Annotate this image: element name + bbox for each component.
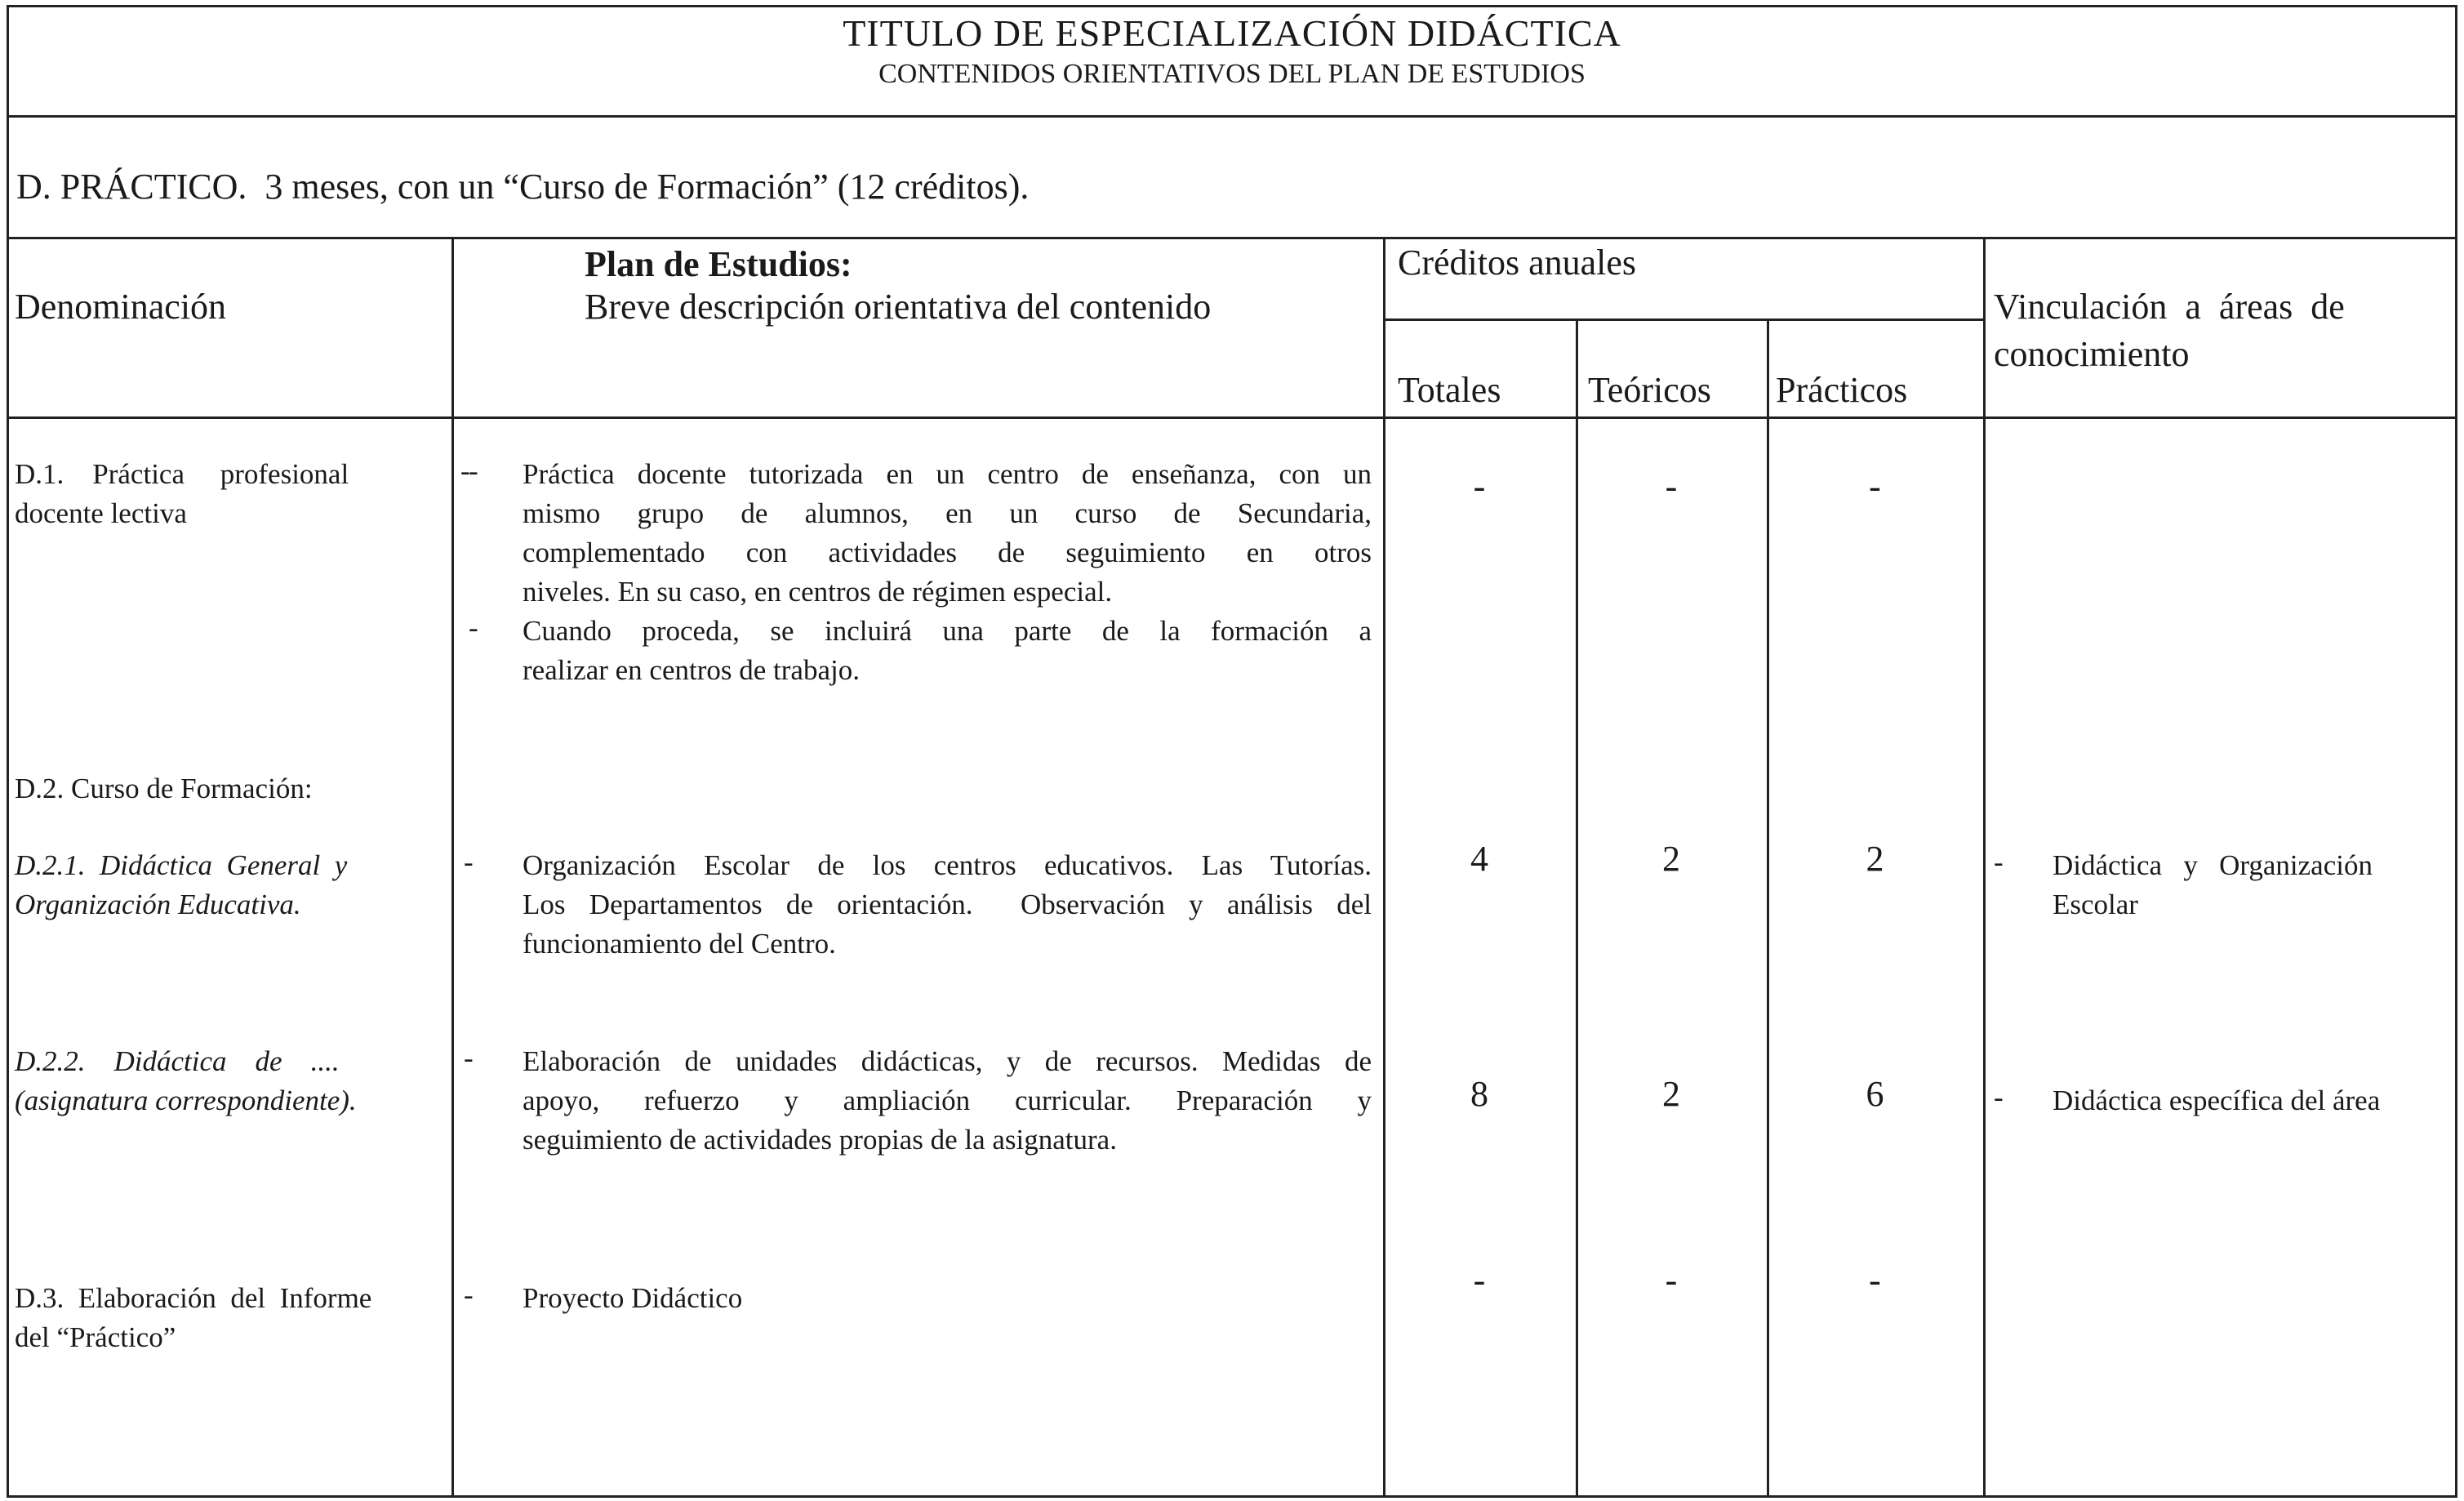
- row-d22-description: [523, 1042, 1372, 1160]
- row-d1-teoricos: -: [1665, 466, 1678, 506]
- header-vinculacion-line2: conocimiento: [1994, 334, 2190, 374]
- row-d1-denominacion-line2: docente lectiva: [15, 497, 187, 529]
- header-bottom-border: [7, 416, 2457, 419]
- row-d3-teoricos: -: [1665, 1260, 1678, 1300]
- right-border: [2455, 116, 2457, 1498]
- row-d22-dash: -: [464, 1042, 474, 1074]
- row-d3-dash: -: [464, 1279, 474, 1311]
- row-d22-description-line: apoyo, refuerzo y ampliación curricular. Preparación y: [523, 1085, 1372, 1116]
- header-denominacion: Denominación: [15, 287, 227, 327]
- row-d21-denominacion-line1: D.2.1. Didáctica General y: [15, 849, 348, 881]
- row-d21-description: [523, 846, 1372, 964]
- row-d21-description-line: Los Departamentos de orientación. Observación y análisis del: [523, 889, 1372, 920]
- row-d21-vinculacion-line1: Didáctica y Organización: [2053, 849, 2373, 881]
- row-d1-bullet1-line: mismo grupo de alumnos, en un curso de Secundaria,: [523, 497, 1372, 529]
- table-bottom-border: [7, 1495, 2457, 1498]
- row-d1-bullet1-line: niveles. En su caso, en centros de régimen especial.: [523, 576, 1113, 608]
- row-d1-denominacion-line1: D.1. Práctica profesional: [15, 458, 349, 490]
- row-d22-description-line: seguimiento de actividades propias de la asignatura.: [523, 1124, 1117, 1156]
- row-d22-denominacion-line2: (asignatura correspondiente).: [15, 1085, 357, 1116]
- row-d3-description: Proyecto Didáctico: [523, 1282, 743, 1314]
- header-teoricos: Teóricos: [1588, 370, 1711, 410]
- creditos-subheader-line: [1383, 318, 1985, 321]
- header-practicos: Prácticos: [1776, 370, 1908, 410]
- col-divider-5: [1983, 237, 1986, 1498]
- row-d22-vinculacion-dash: -: [1994, 1081, 2004, 1113]
- row-d3-totales: -: [1473, 1260, 1486, 1300]
- row-d1-bullet2: [523, 612, 1372, 690]
- row-d22-practicos: 6: [1866, 1074, 1884, 1114]
- row-d1-bullet2-line: realizar en centros de trabajo.: [523, 654, 860, 686]
- row-d21-denominacion-line2: Organización Educativa.: [15, 889, 301, 920]
- row-d21-description-line: Organización Escolar de los centros educativos. Las Tutorías.: [523, 849, 1372, 881]
- row-d22-vinculacion: Didáctica específica del área: [2053, 1085, 2381, 1116]
- header-creditos: Créditos anuales: [1398, 243, 1637, 283]
- row-d2-denominacion: D.2. Curso de Formación:: [15, 773, 313, 804]
- row-d21-totales: 4: [1470, 839, 1488, 879]
- row-d21-vinculacion-line2: Escolar: [2053, 889, 2138, 920]
- left-border: [7, 116, 9, 1498]
- row-d1-bullet1-line: complementado con actividades de seguimiento en otros: [523, 537, 1372, 568]
- row-d3-denominacion-line2: del “Práctico”: [15, 1321, 176, 1353]
- header-plan-title: Plan de Estudios:: [585, 244, 852, 284]
- header-plan-subtitle: Breve descripción orientativa del contenido: [585, 287, 1212, 327]
- row-d22-teoricos: 2: [1662, 1074, 1680, 1114]
- row-d1-denominacion-dash: -: [460, 455, 470, 487]
- col-divider-1: [451, 237, 454, 1498]
- row-d1-bullet1-line: Práctica docente tutorizada en un centro de enseñanza, con un: [523, 458, 1372, 490]
- row-d21-vinculacion-dash: -: [1994, 846, 2004, 878]
- document-subtitle: CONTENIDOS ORIENTATIVOS DEL PLAN DE ESTUDIOS: [878, 59, 1586, 89]
- section-title: D. PRÁCTICO. 3 meses, con un “Curso de Formación” (12 créditos).: [16, 167, 1030, 207]
- row-d3-practicos: -: [1869, 1260, 1881, 1300]
- row-d1-bullet2-line: Cuando proceda, se incluirá una parte de la formación a: [523, 615, 1372, 647]
- row-d22-denominacion-line1: D.2.2. Didáctica de ....: [15, 1045, 340, 1077]
- row-d21-dash: -: [464, 846, 474, 878]
- row-d1-bullet2-dash: -: [469, 612, 478, 644]
- row-d3-denominacion-line1: D.3. Elaboración del Informe: [15, 1282, 372, 1314]
- row-d1-bullet1-dash: -: [469, 455, 478, 487]
- row-d1-totales: -: [1473, 466, 1486, 506]
- table-top-border: [7, 237, 2457, 239]
- row-d21-description-line: funcionamiento del Centro.: [523, 928, 836, 960]
- row-d22-totales: 8: [1470, 1074, 1488, 1114]
- header-totales: Totales: [1398, 370, 1501, 410]
- row-d21-practicos: 2: [1866, 839, 1884, 879]
- row-d1-practicos: -: [1869, 466, 1881, 506]
- header-vinculacion-line1: Vinculación a áreas de: [1994, 287, 2345, 327]
- document-title: TITULO DE ESPECIALIZACIÓN DIDÁCTICA: [843, 12, 1621, 54]
- row-d21-teoricos: 2: [1662, 839, 1680, 879]
- row-d1-bullet1: [523, 455, 1372, 612]
- row-d22-description-line: Elaboración de unidades didácticas, y de recursos. Medidas de: [523, 1045, 1372, 1077]
